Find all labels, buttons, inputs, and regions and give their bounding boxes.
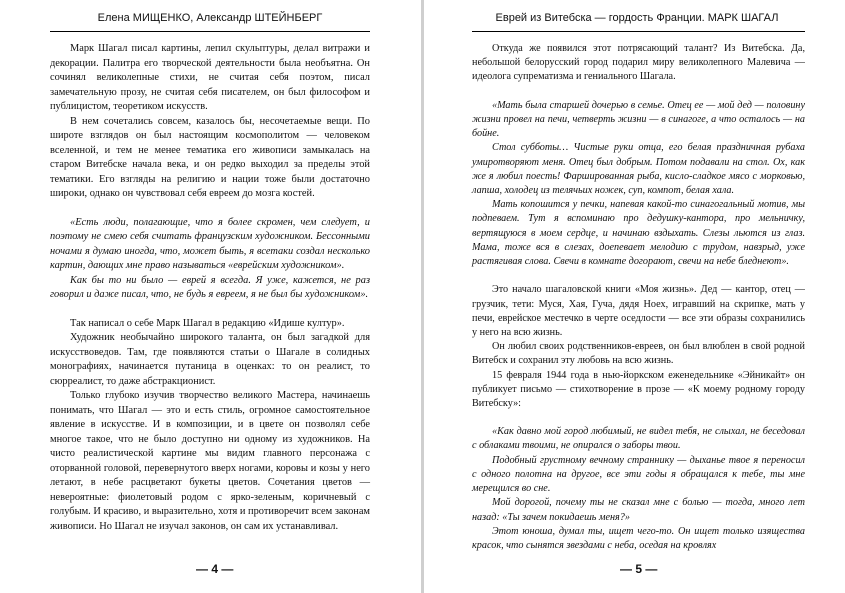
page-number: — 4 —	[196, 562, 234, 576]
paragraph-gap	[50, 202, 370, 216]
quote-paragraph: «Есть люди, полагающие, что я более скромен, чем следует, и поэтому не смею себя считать французским художником. Бессонными ночами я думаю иногда, что, может быть, я всетаки создал несколько картин, дающих мне право называться «еврейским художником».	[50, 216, 370, 271]
running-header: Елена МИЩЕНКО, Александр ШТЕЙНБЕРГ	[97, 12, 323, 24]
running-header: Еврей из Витебска — гордость Франции. МАРК ШАГАЛ	[495, 12, 779, 24]
right-page	[424, 0, 845, 593]
paragraph-gap	[472, 411, 805, 425]
quote-paragraph: «Мать была старшей дочерью в семье. Отец ее — мой дед — половину жизни провел на печи, четверть жизни — в синагоге, а что осталось — на бойне.	[472, 99, 805, 140]
quote-paragraph: Мой дорогой, почему ты не сказал мне с болью — тогда, много лет назад: «Ты зачем покидаешь меня?»	[472, 497, 805, 523]
paragraph: Он любил своих родственников-евреев, он был влюблен в свой родной Витебск и сохранил эту любовь на всю жизнь.	[472, 341, 805, 367]
header-rule	[50, 31, 370, 32]
quote-paragraph: Подобный грустному вечному страннику — дыханье твое я переносил с одного полотна на другое, все эти годы я обращался к тебе, ты мне мерещился во сне.	[472, 454, 805, 495]
paragraph-gap	[50, 303, 370, 317]
paragraph-gap	[472, 269, 805, 283]
paragraph-gap	[472, 85, 805, 99]
paragraph: Так написал о себе Марк Шагал в редакцию «Идише култур».	[70, 317, 345, 329]
paragraph: Художник необычайно широкого таланта, он был загадкой для искусствоведов. Там, где появляются статьи о Шагале в солидных монографиях, начинается путаница в оценках: то он реалист, то сюрреалист, то даже абстракционист.	[50, 332, 370, 387]
quote-paragraph: Стол субботы… Чистые руки отца, его белая праздничная рубаха умиротворяют меня. Отец был добрым. Потом подавали на стол. Ох, как же я любил поесть! Фаршированная рыба, кисло-сладкое мясо с морковью, лапша, холодец из телячьих ножек, суп, компот, белая хала.	[472, 142, 805, 196]
paragraph: Только глубоко изучив творчество великого Мастера, начинаешь понимать, что Шагал — это и есть стиль, огромное самостоятельное явление в искусстве. И в композиции, и в цвете он позволял себе многое такое, что не было доступно ни одному из художников. На чисто реалистической картине мы видим главного персонажа с оторванной головой, перевернутого вверх ногами, коровы и козы у него летают, в небе расцветают букеты цветов. Сочетания цветов — невероятные: фиолетовый родом с ярко-зеленым, коричневый с голубым. И красиво, и выразительно, хотя и противоречит всем законам живописи. Но Шагал не изучал законов, он сам их устанавливал.	[50, 390, 371, 532]
paragraph: Откуда же появился этот потрясающий талант? Из Витебска. Да, небольшой белорусский город подарил миру великолепного Малевича — идеолога супрематизма и гениального Шагала.	[472, 43, 805, 83]
left-page	[0, 0, 421, 593]
page-body	[50, 42, 370, 534]
page-body	[472, 42, 805, 553]
quote-paragraph: «Как давно мой город любимый, не видел тебя, не слыхал, не беседовал с облаками твоими, не опирался о заборы твои.	[472, 426, 805, 452]
quote-paragraph: Этот юноша, думал ты, ищет чего-то. Он ищет только изящества красок, что сынятся звездами с неба, оседая на кровлях	[472, 525, 805, 551]
quote-paragraph: Мать копошится у печки, напевая какой-то синагогальный мотив, мы подпеваем. Тут я вспоминаю про дедушку-кантора, про мельничку, вертящуюся в моем сердце, и начинаю вздыхать. Слезы льются из глаз. Мама, тоже вся в слезах, доепевает мелодию с трудом, навзрыд, уже растягивая слова. Свечи в комнате догорают, свечи на небе бледнеют».	[472, 199, 805, 268]
paragraph: Это начало шагаловской книги «Моя жизнь». Дед — кантор, отец — грузчик, тети: Муся, Хая, Гуча, дядя Ноех, игравший на скрипке, мать у печи, еврейское местечко в черте оседлости — все эти образы сохранились у него на всю жизнь.	[472, 284, 805, 338]
paragraph: 15 февраля 1944 года в нью-йоркском еженедельнике «Эйникайт» он публикует письмо — стихотворение в прозе — «К моему родному городу Витебску»:	[472, 369, 805, 410]
header-rule	[472, 31, 805, 32]
paragraph: В нем сочетались совсем, казалось бы, несочетаемые вещи. По широте взглядов он был настоящим космополитом — человеком вселенной, и тем не менее тематика его живописи замыкалась на старом Витебске начала века, и он редко выходил за пределы этой тематики. Его взгляды на религию и нации тоже были достаточно широки, однако он чувствовал себя евреем до мозга костей.	[50, 115, 370, 199]
quote-paragraph: Как бы то ни было — еврей я всегда. Я уже, кажется, не раз говорил и даже писал, что, не будь я евреем, я не был бы художником».	[50, 274, 370, 300]
page-number: — 5 —	[620, 562, 658, 576]
paragraph: Марк Шагал писал картины, лепил скульптуры, делал витражи и декорации. Палитра его творческой деятельности была необъятна. Он сочинял великолепные стихи, не считая себя поэтом, писал замечательную прозу, не считая себя писателем, он был философом и публицистом, теоретиком искусств.	[50, 43, 370, 112]
